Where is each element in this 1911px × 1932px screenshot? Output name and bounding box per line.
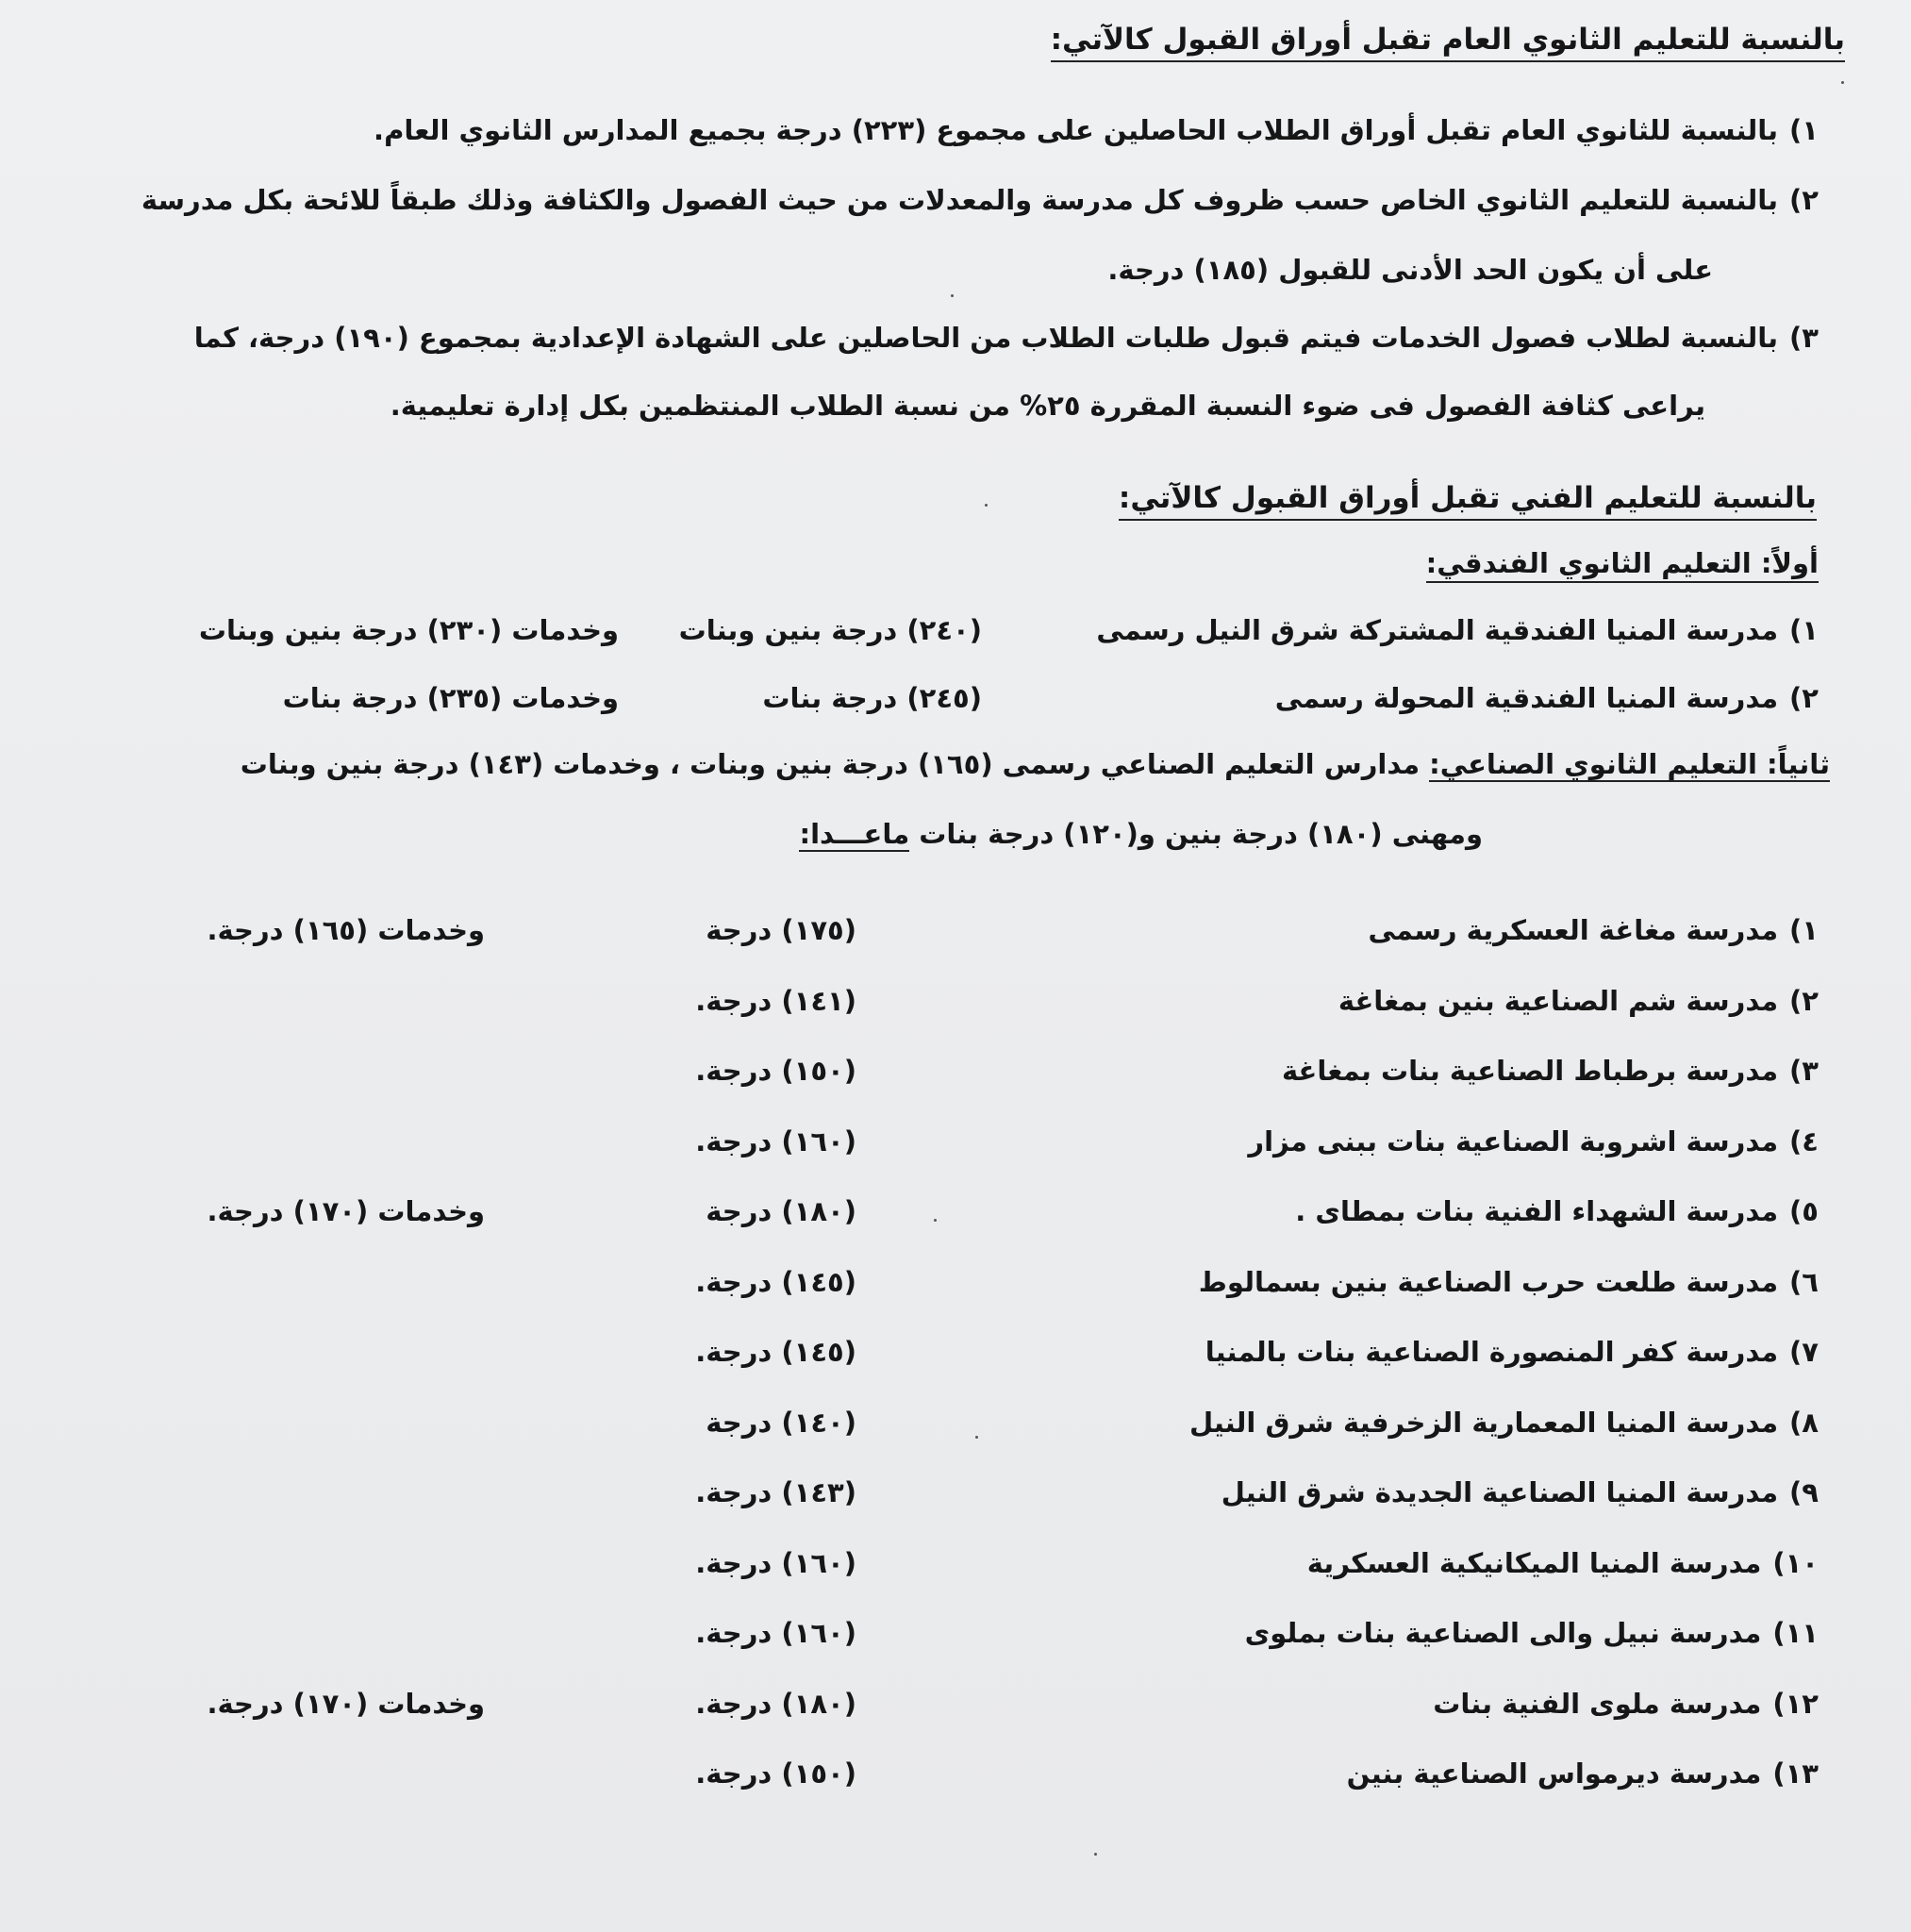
- school-name: مدرسة المنيا الفندقية المشتركة شرق النيل رسمى: [1096, 614, 1779, 646]
- item-number: ١): [1789, 114, 1819, 146]
- hotel-subheading: أولاً: التعليم الثانوي الفندقي:: [1426, 545, 1819, 583]
- industrial-school: [1245, 1612, 1819, 1654]
- item-number: ٢): [1789, 184, 1819, 216]
- industrial-school-row: [0, 1683, 1911, 1724]
- industrial-subheading: ثانياً: التعليم الثانوي الصناعي:: [1429, 748, 1830, 780]
- speck: [1841, 81, 1844, 84]
- industrial-school-row: [0, 1402, 1911, 1443]
- industrial-text-1: مدارس التعليم الصناعي رسمى (١٦٥) درجة بنين وبنات ، وخدمات (١٤٣) درجة بنين وبنات: [240, 748, 1421, 780]
- school-name: مدرسة اشروبة الصناعية بنات ببنى مزار: [1248, 1125, 1779, 1158]
- industrial-school: [1307, 1542, 1819, 1584]
- industrial-score: (١٤٣) درجة.: [695, 1476, 856, 1508]
- industrial-services: وخدمات (١٧٠) درجة.: [207, 1688, 485, 1720]
- industrial-score: (١٦٠) درجة.: [695, 1125, 856, 1158]
- item-number: ١٠): [1772, 1547, 1819, 1579]
- industrial-school-row: [0, 980, 1911, 1022]
- industrial-school-row: [0, 1261, 1911, 1303]
- industrial-school-row: [0, 909, 1911, 951]
- speck: [1094, 1853, 1097, 1856]
- item-text: بالنسبة للثانوي العام تقبل أوراق الطلاب الحاصلين على مجموع (٢٢٣) درجة بجميع المدارس الثانوي العام.: [374, 114, 1779, 146]
- item-number: ١٢): [1772, 1688, 1819, 1720]
- industrial-score: (١٥٠) درجة.: [695, 1055, 856, 1087]
- general-item-3: [194, 319, 1819, 357]
- general-heading: بالنسبة للتعليم الثانوي العام تقبل أوراق القبول كالآتي:: [1051, 21, 1845, 62]
- industrial-school: [1347, 1753, 1819, 1794]
- hotel-services: وخدمات (٢٣٠) درجة بنين وبنات: [198, 614, 619, 646]
- school-name: مدرسة نبيل والى الصناعية بنات بملوى: [1244, 1617, 1762, 1649]
- item-number: ٢): [1789, 682, 1819, 714]
- item-number: ٤): [1789, 1125, 1819, 1158]
- general-item-2: [141, 181, 1819, 219]
- speck: [975, 1436, 978, 1439]
- industrial-score: (١٦٠) درجة.: [695, 1617, 856, 1649]
- item-number: ١): [1789, 914, 1819, 946]
- industrial-school-row: [0, 1542, 1911, 1584]
- industrial-score: (١٤٠) درجة: [706, 1407, 856, 1439]
- item-number: ٣): [1789, 322, 1819, 354]
- item-number: ٨): [1789, 1407, 1819, 1439]
- industrial-score: (١٨٠) درجة.: [695, 1688, 856, 1720]
- industrial-school: [1338, 980, 1819, 1022]
- school-name: مدرسة المنيا الصناعية الجديدة شرق النيل: [1221, 1476, 1779, 1508]
- industrial-school: [1433, 1683, 1819, 1724]
- speck: [934, 1219, 937, 1222]
- item-number: ٧): [1789, 1336, 1819, 1368]
- hotel-item-2: [0, 677, 1911, 719]
- industrial-school: [1295, 1191, 1819, 1232]
- industrial-school: [1221, 1472, 1819, 1513]
- industrial-school: [1205, 1331, 1819, 1373]
- school-name: مدرسة ملوى الفنية بنات: [1433, 1688, 1762, 1720]
- industrial-intro-2: [799, 815, 1483, 853]
- industrial-services: وخدمات (١٧٠) درجة.: [207, 1195, 485, 1227]
- item-number: ٥): [1789, 1195, 1819, 1227]
- hotel-item-1: [0, 609, 1911, 651]
- school-name: مدرسة مغاغة العسكرية رسمى: [1368, 914, 1779, 946]
- industrial-school-row: [0, 1472, 1911, 1513]
- item-number: ١١): [1772, 1617, 1819, 1649]
- industrial-school: [1369, 909, 1819, 951]
- industrial-text-2: ومهنى (١٨٠) درجة بنين و(١٢٠) درجة بنات: [919, 818, 1483, 850]
- industrial-score: (١٧٥) درجة: [706, 914, 856, 946]
- item-number: ٢): [1789, 985, 1819, 1017]
- industrial-school-row: [0, 1191, 1911, 1232]
- item-number: ٣): [1789, 1055, 1819, 1087]
- general-item-3-continued: يراعى كثافة الفصول فى ضوء النسبة المقررة ٢٥% من نسبة الطلاب المنتظمين بكل إدارة تعليمية.: [390, 390, 1705, 422]
- school-name: مدرسة الشهداء الفنية بنات بمطاى .: [1295, 1195, 1779, 1227]
- school-name: مدرسة ديرمواس الصناعية بنين: [1346, 1757, 1762, 1790]
- speck: [951, 294, 954, 297]
- industrial-score: (١٤٥) درجة.: [695, 1336, 856, 1368]
- industrial-score: (١٤٥) درجة.: [695, 1266, 856, 1298]
- school-name: مدرسة برطباط الصناعية بنات بمغاغة: [1281, 1055, 1779, 1087]
- except-label: ماعـــدا:: [799, 818, 910, 850]
- school-name: مدرسة طلعت حرب الصناعية بنين بسمالوط: [1198, 1266, 1779, 1298]
- industrial-intro: [241, 745, 1830, 783]
- item-text: بالنسبة لطلاب فصول الخدمات فيتم قبول طلبات الطلاب من الحاصلين على الشهادة الإعدادية بمجموع (١٩٠) درجة، كما: [193, 322, 1779, 354]
- industrial-services: وخدمات (١٦٥) درجة.: [207, 914, 485, 946]
- industrial-school-row: [0, 1050, 1911, 1091]
- industrial-school-row: [0, 1753, 1911, 1794]
- industrial-school: [1248, 1121, 1819, 1162]
- hotel-services: وخدمات (٢٣٥) درجة بنات: [282, 682, 619, 714]
- hotel-school: [1096, 609, 1819, 651]
- industrial-score: (١٤١) درجة.: [695, 985, 856, 1017]
- hotel-score: (٢٤٥) درجة بنات: [762, 682, 982, 714]
- industrial-school: [1282, 1050, 1819, 1091]
- industrial-school-row: [0, 1331, 1911, 1373]
- item-number: ٩): [1789, 1476, 1819, 1508]
- industrial-school: [1199, 1261, 1819, 1303]
- item-number: ١٣): [1772, 1757, 1819, 1790]
- hotel-score: (٢٤٠) درجة بنين وبنات: [678, 614, 982, 646]
- school-name: مدرسة شم الصناعية بنين بمغاغة: [1338, 985, 1779, 1017]
- school-name: مدرسة المنيا الميكانيكية العسكرية: [1306, 1547, 1762, 1579]
- item-number: ١): [1789, 614, 1819, 646]
- industrial-school-row: [0, 1612, 1911, 1654]
- item-number: ٦): [1789, 1266, 1819, 1298]
- item-text: بالنسبة للتعليم الثانوي الخاص حسب ظروف كل مدرسة والمعدلات من حيث الفصول والكثافة وذلك طبقاً للائحة بكل مدرسة: [141, 184, 1779, 216]
- industrial-score: (١٥٠) درجة.: [695, 1757, 856, 1790]
- general-item-1: [374, 111, 1819, 149]
- school-name: مدرسة المنيا الفندقية المحولة رسمى: [1274, 682, 1779, 714]
- industrial-score: (١٦٠) درجة.: [695, 1547, 856, 1579]
- school-name: مدرسة كفر المنصورة الصناعية بنات بالمنيا: [1205, 1336, 1779, 1368]
- speck: [985, 504, 988, 507]
- industrial-school-row: [0, 1121, 1911, 1162]
- technical-heading: بالنسبة للتعليم الفني تقبل أوراق القبول كالآتي:: [1119, 479, 1817, 521]
- industrial-school: [1189, 1402, 1819, 1443]
- industrial-score: (١٨٠) درجة: [706, 1195, 856, 1227]
- school-name: مدرسة المنيا المعمارية الزخرفية شرق النيل: [1188, 1407, 1779, 1439]
- general-item-2-continued: على أن يكون الحد الأدنى للقبول (١٨٥) درجة.: [1107, 254, 1713, 286]
- hotel-school: [1275, 677, 1819, 719]
